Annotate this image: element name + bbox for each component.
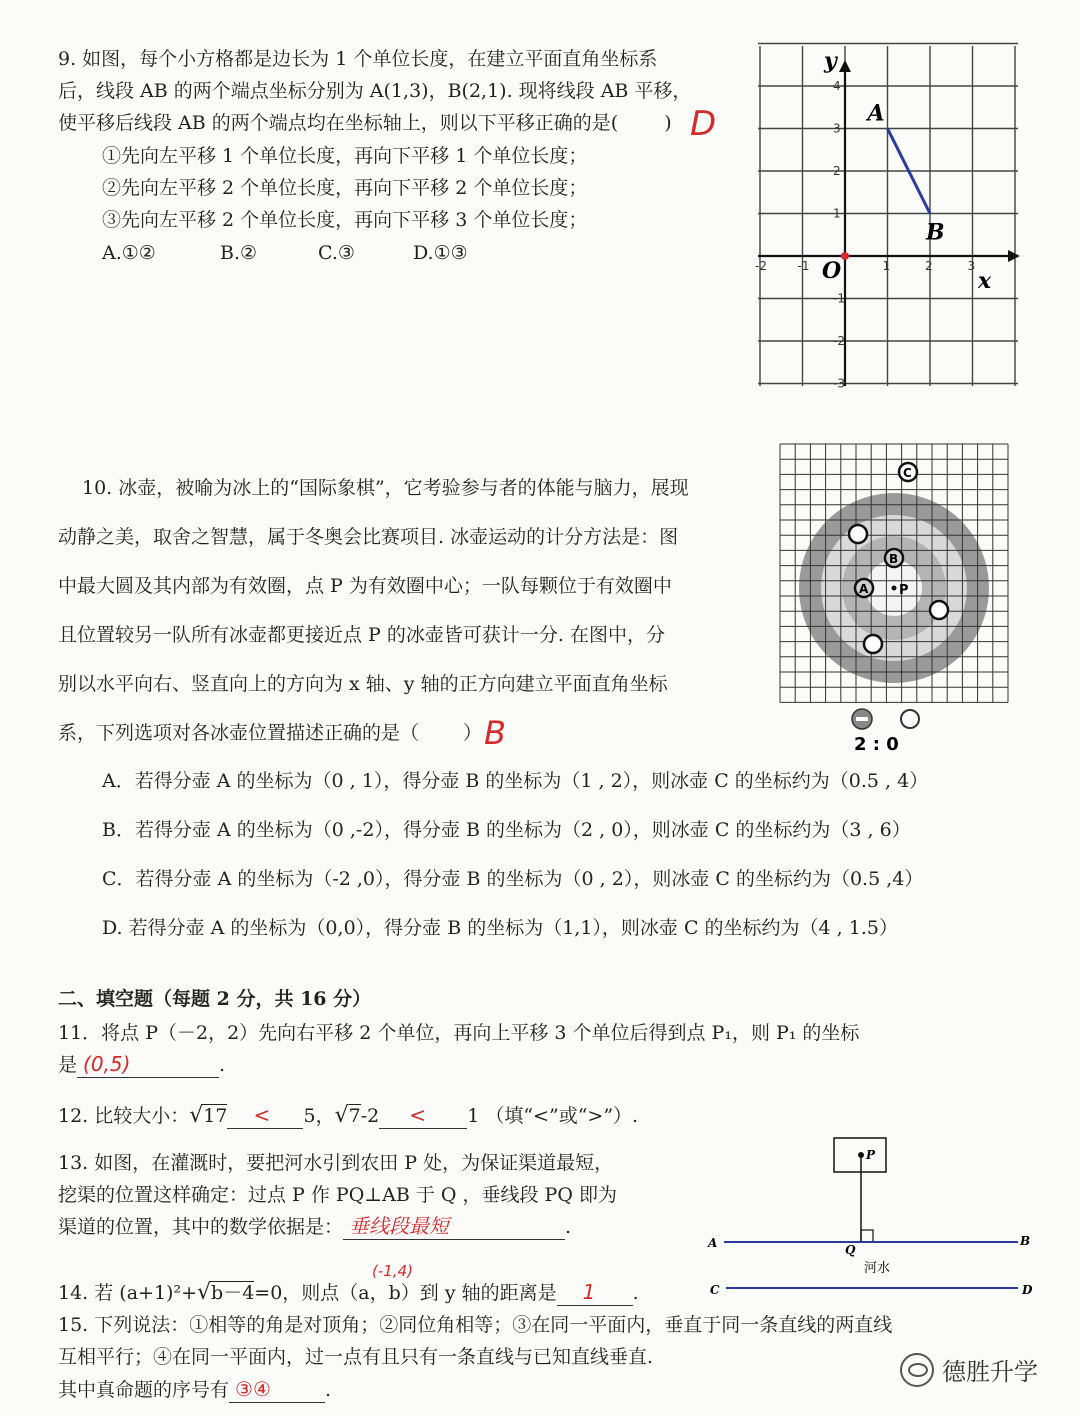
q9-choice-d: D.①③: [413, 242, 468, 264]
y-axis-label: y: [824, 48, 837, 74]
q9-option-1: ①先向左平移 1 个单位长度，再向下平移 1 个单位长度；: [102, 145, 588, 167]
q11-line2: 是 (0,5) .: [58, 1052, 226, 1076]
q15-line3: 其中真命题的序号有 ③④ .: [58, 1377, 332, 1401]
q14-handwritten-note: (-1,4): [372, 1262, 413, 1280]
point-a-label: A: [867, 100, 885, 127]
q10-line6: 系，下列选项对各冰壶位置描述正确的是（ ）: [58, 722, 483, 744]
right-angle-mark: [861, 1230, 873, 1242]
q10-line1: 10. 冰壶，被喻为冰上的“国际象棋”，它考验参与者的体能与脑力，展现: [82, 477, 689, 499]
q10-line4: 且位置较另一队所有冰壶都更接近点 P 的冰壶皆可获计一分. 在图中，分: [58, 624, 665, 646]
section2-heading: 二、填空题（每题 2 分，共 16 分）: [58, 988, 372, 1010]
river-label: 河水: [864, 1261, 891, 1276]
point-a-label: A: [708, 1236, 718, 1250]
q10-curling-figure: [776, 440, 1012, 760]
point-c-label: C: [710, 1283, 720, 1297]
q15-line1: 15. 下列说法：①相等的角是对顶角；②同位角相等；③在同一平面内，垂直于同一条直线的两直线: [58, 1314, 893, 1336]
q11-line1: 11．将点 P（－2，2）先向右平移 2 个单位，再向上平移 3 个单位后得到点 P₁，则 P₁ 的坐标: [58, 1022, 860, 1044]
point-p-label: P: [866, 1148, 876, 1162]
q13-line3: 渠道的位置，其中的数学依据是： 垂线段最短 .: [58, 1214, 572, 1238]
q9-grid: [758, 44, 1018, 387]
point-d-label: D: [1022, 1283, 1033, 1297]
q13-line1: 13. 如图，在灌溉时，要把河水引到农田 P 处，为保证渠道最短，: [58, 1152, 614, 1174]
stone-c-label: C: [903, 466, 912, 480]
x-tick-label: 3: [967, 259, 976, 273]
q9-line1: 9. 如图，每个小方格都是边长为 1 个单位长度，在建立平面直角坐标系: [58, 48, 658, 70]
y-tick-label: -3: [833, 376, 845, 390]
q9-handwritten-answer: D: [690, 104, 717, 144]
team-light-stone-icon: [901, 710, 919, 728]
stone-open: [930, 601, 948, 619]
q9-line2: 后，线段 AB 的两个端点坐标分别为 A(1,3)，B(2,1). 现将线段 AB 平移，: [58, 80, 692, 102]
q13-canal-figure: [700, 1132, 1040, 1302]
q12-answer-1: <: [253, 1103, 271, 1127]
stone-handle: [856, 717, 868, 721]
y-tick-label: 2: [833, 164, 841, 178]
y-axis-arrow-icon: [839, 60, 851, 72]
q11-answer: (0,5): [83, 1052, 131, 1076]
x-tick-label: 1: [882, 259, 891, 273]
origin-label: O: [822, 258, 842, 284]
q12-answer-2: <: [409, 1103, 426, 1127]
q9-option-2: ②先向左平移 2 个单位长度，再向下平移 2 个单位长度；: [102, 177, 588, 199]
q15-answer: ③④: [235, 1377, 271, 1401]
score-text: 2 : 0: [854, 734, 899, 755]
y-tick-label: -1: [833, 291, 845, 306]
q10-handwritten-answer: B: [484, 714, 506, 752]
y-tick-label: 1: [833, 206, 841, 221]
center-p-label: P: [899, 583, 909, 598]
q10-option-a: A．若得分壶 A 的坐标为（0 , 1），得分壶 B 的坐标为（1 , 2），则冰壶 C 的坐标约为（0.5 , 4）: [102, 770, 929, 792]
q10-line2: 动静之美，取舍之智慧，属于冬奥会比赛项目. 冰壶运动的计分方法是：图: [58, 526, 679, 548]
q15-line2: 互相平行；④在同一平面内，过一点有且只有一条直线与已知直线垂直.: [58, 1346, 654, 1368]
q10-option-d: D. 若得分壶 A 的坐标为（0,0），得分壶 B 的坐标为（1,1），则冰壶 C 的坐标约为（4 , 1.5）: [102, 917, 898, 939]
origin-point: [841, 252, 849, 260]
q9-line3: 使平移后线段 AB 的两个端点均在坐标轴上，则以下平移正确的是( ): [58, 112, 672, 134]
x-axis-arrow-icon: [1008, 250, 1020, 262]
y-tick-label: -2: [833, 334, 845, 348]
x-tick-label: 2: [925, 259, 933, 273]
q13-line2: 挖渠的位置这样确定：过点 P 作 PQ⊥AB 于 Q ，垂线段 PQ 即为: [58, 1184, 617, 1206]
stone-open: [849, 525, 867, 543]
q13-answer: 垂线段最短: [349, 1214, 450, 1238]
q12-line: 12. 比较大小：√17 < 5，√7-2 < 1 （填“<”或“>”）.: [58, 1103, 639, 1128]
center-p-dot: [892, 586, 897, 591]
stone-a-label: A: [859, 582, 869, 596]
y-tick-label: 3: [833, 121, 841, 136]
stone-b-label: B: [889, 552, 899, 566]
stone-open: [864, 635, 882, 653]
wechat-icon: [900, 1353, 934, 1387]
q9-choice-a: A.①②: [102, 242, 156, 264]
q9-choice-c: C.③: [318, 242, 355, 264]
q10-line5: 别以水平向右、竖直向上的方向为 x 轴、y 轴的正方向建立平面直角坐标: [58, 673, 668, 695]
point-b-label: B: [1020, 1234, 1031, 1248]
x-tick-label: -1: [797, 259, 810, 273]
x-tick-label: -2: [755, 259, 767, 273]
q9-choice-b: B.②: [220, 242, 258, 264]
x-axis-label: x: [978, 268, 992, 294]
q14-answer: 1: [582, 1280, 596, 1304]
point-b-label: B: [926, 219, 945, 246]
point-q-label: Q: [845, 1243, 856, 1257]
q9-coordinate-graph: [750, 38, 1030, 390]
q10-option-c: C．若得分壶 A 的坐标为（-2 ,0），得分壶 B 的坐标为（0 , 2），则冰壶 C 的坐标约为（0.5 ,4）: [102, 868, 924, 890]
y-tick-label: 4: [833, 79, 841, 93]
q10-option-b: B．若得分壶 A 的坐标为（0 ,-2），得分壶 B 的坐标为（2 , 0），则冰壶 C 的坐标约为（3 , 6）: [102, 819, 911, 841]
watermark: 德胜升学: [900, 1352, 1038, 1387]
q14-line: 14. 若 (a+1)²+√b－4=0，则点（a，b）到 y 轴的距离是 1 .: [58, 1280, 639, 1305]
q9-option-3: ③先向左平移 2 个单位长度，再向下平移 3 个单位长度；: [102, 209, 588, 231]
q10-line3: 中最大圆及其内部为有效圈，点 P 为有效圈中心；一队每颗位于有效圈中: [58, 575, 672, 597]
